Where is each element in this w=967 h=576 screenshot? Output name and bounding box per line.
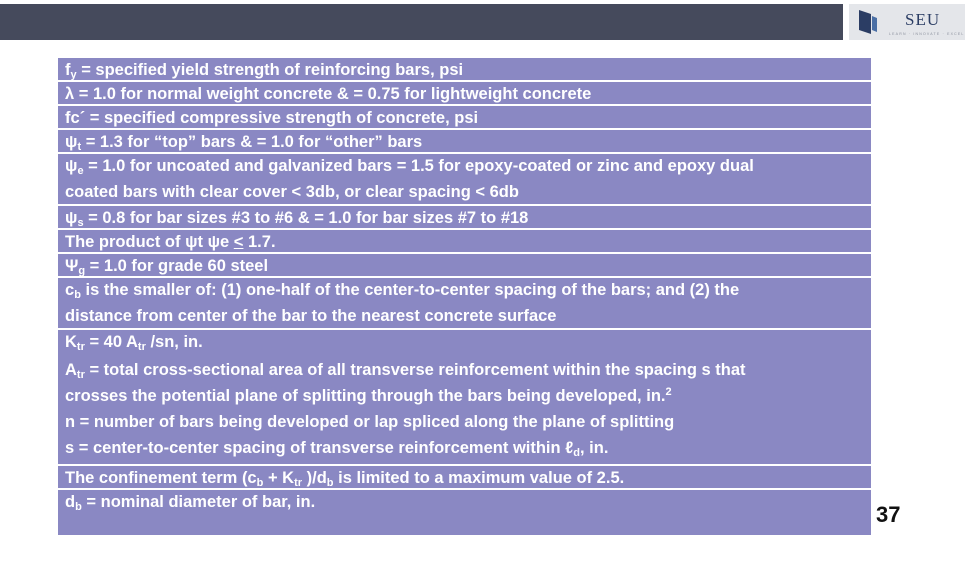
psi-s-definition	[58, 206, 871, 230]
subscript: e	[77, 165, 84, 177]
definition-line	[65, 154, 871, 180]
cb-definition	[58, 278, 871, 330]
subscript: b	[256, 477, 264, 489]
logo-tagline: LEARN · INNOVATE · EXCEL	[889, 32, 965, 36]
subscript: tr	[137, 341, 146, 353]
text-segment: = 1.3 for “top” bars & = 1.0 for “other” bars	[81, 133, 423, 151]
subscript: g	[78, 265, 86, 277]
fc-definition	[58, 106, 871, 130]
fy-definition	[58, 58, 871, 82]
text-segment: = 0.8 for bar sizes #3 to #6 & = 1.0 for bar sizes #7 to #18	[83, 209, 529, 227]
text-segment: The product of ψt ψe	[65, 233, 234, 251]
definition-line	[65, 278, 871, 304]
text-segment: , in.	[579, 439, 609, 457]
text-segment: = total cross-sectional area of all transverse reinforcement within the spacing s that	[84, 361, 746, 379]
definition-line	[65, 130, 871, 156]
subscript: b	[74, 289, 81, 301]
definition-line	[65, 254, 871, 280]
text-segment: = 1.0 for grade 60 steel	[85, 257, 269, 275]
text-segment: c	[65, 281, 75, 299]
subscript: tr	[294, 477, 303, 489]
text-segment: )/d	[302, 469, 327, 487]
text-segment: The confinement term (c	[65, 469, 257, 487]
text-segment: = nominal diameter of bar, in.	[81, 493, 316, 511]
text-segment: = 40 A	[84, 333, 138, 351]
subscript: d	[573, 447, 580, 459]
psi-g-definition	[58, 254, 871, 278]
text-segment: /sn, in.	[145, 333, 203, 351]
text-segment: is the smaller of: (1) one-half of the center-to-center spacing of the bars; and (2) the	[80, 281, 740, 299]
text-segment: = specified yield strength of reinforcing bars, psi	[76, 61, 464, 79]
text-segment: n = number of bars being developed or lap spliced along the plane of splitting	[65, 413, 675, 431]
subscript: tr	[76, 341, 85, 353]
subscript: tr	[76, 369, 85, 381]
definition-line	[65, 304, 871, 330]
definition-line	[65, 330, 203, 356]
psi-t-definition	[58, 130, 871, 154]
subscript: b	[75, 501, 82, 513]
subscript: s	[77, 217, 84, 229]
top-banner	[0, 4, 843, 40]
definition-line	[65, 82, 871, 108]
subscript: b	[326, 477, 334, 489]
text-segment: ψ	[65, 209, 78, 227]
text-segment: is limited to a maximum value of 2.5.	[333, 469, 625, 487]
superscript: 2	[665, 386, 672, 398]
logo-text: SEU	[905, 10, 941, 29]
text-segment: 1.7.	[243, 233, 276, 251]
definition-line	[65, 230, 871, 256]
text-segment: s = center-to-center spacing of transverse reinforcement within ℓ	[65, 439, 574, 457]
definition-line	[65, 180, 871, 206]
text-segment: λ = 1.0 for normal weight concrete & = 0.75 for lightweight concrete	[65, 85, 592, 103]
text-segment: coated bars with clear cover < 3db, or clear spacing < 6db	[65, 182, 519, 201]
definition-line	[65, 58, 871, 84]
text-segment: ψ	[65, 157, 78, 175]
text-segment: A	[65, 361, 77, 379]
definition-line	[65, 206, 871, 232]
product-limit	[58, 230, 871, 254]
definition-line	[65, 358, 746, 384]
text-segment: crosses the potential plane of splitting through the bars being developed, in.	[65, 387, 666, 405]
definitions-table	[58, 58, 871, 535]
definition-line	[65, 490, 871, 516]
definition-line	[65, 384, 672, 410]
confinement-term	[58, 466, 871, 490]
definition-line	[65, 106, 871, 132]
psi-e-definition	[58, 154, 871, 206]
underlined-symbol: <	[233, 233, 244, 251]
text-segment: = 1.0 for uncoated and galvanized bars = 1.5 for epoxy-coated or zinc and epoxy dual	[83, 157, 754, 175]
definition-line	[65, 436, 608, 462]
definition-line	[65, 466, 871, 492]
lambda-definition	[58, 82, 871, 106]
subscript: t	[77, 141, 82, 153]
text-segment: distance from center of the bar to the nearest concrete surface	[65, 306, 557, 325]
text-segment: K	[65, 333, 77, 351]
ktr-atr-definition	[58, 330, 871, 466]
page-number: 37	[876, 502, 901, 527]
text-segment: fc´ = specified compressive strength of concrete, psi	[65, 109, 479, 127]
definition-line	[65, 410, 674, 436]
seu-emblem-icon	[857, 8, 879, 36]
text-segment: Ψ	[65, 257, 79, 275]
text-segment: d	[65, 493, 76, 511]
text-segment: + K	[263, 469, 295, 487]
text-segment: ψ	[65, 133, 78, 151]
text-segment: f	[65, 61, 71, 79]
db-definition	[58, 490, 871, 535]
subscript: y	[70, 69, 77, 81]
seu-logo	[849, 4, 965, 40]
